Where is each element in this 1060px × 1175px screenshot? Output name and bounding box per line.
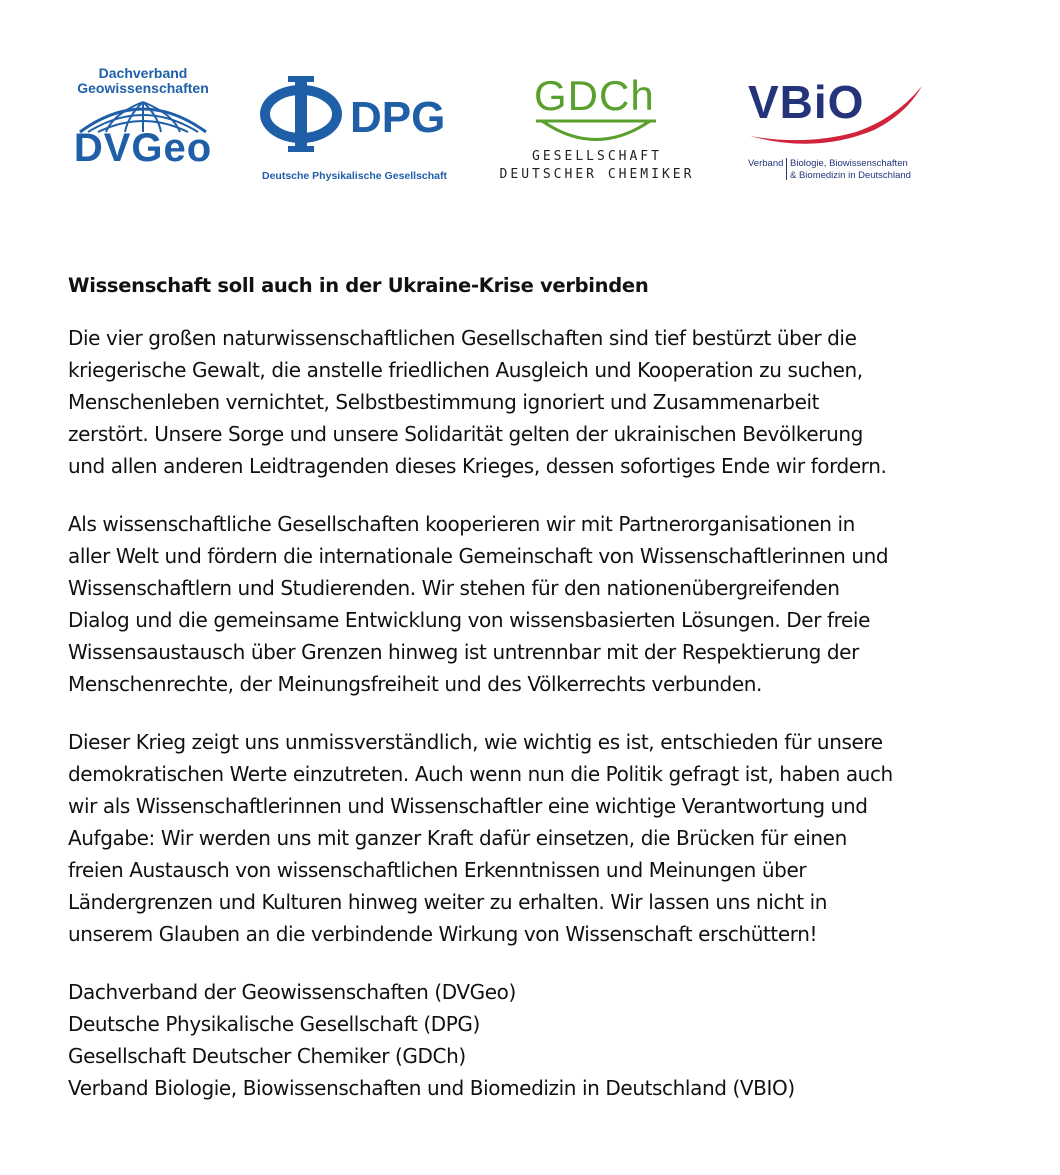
dvgeo-logo [68, 64, 218, 174]
paragraph-1 [68, 322, 988, 482]
paragraph-line: kriegerische Gewalt, die anstelle friedlichen Ausgleich und Kooperation zu suchen, [68, 358, 863, 382]
logo-row [0, 58, 1060, 198]
swoosh-icon [746, 74, 936, 154]
paragraph-line: demokratischen Werte einzutreten. Auch wenn nun die Politik gefragt ist, haben auch [68, 762, 893, 786]
paragraph-line: Die vier großen naturwissenschaftlichen Gesellschaften sind tief bestürzt über die [68, 326, 857, 350]
gdch-line1: GESELLSCHAFT [532, 149, 662, 164]
paragraph-line: Menschenleben vernichtet, Selbstbestimmung ignoriert und Zusammenarbeit [68, 390, 820, 414]
gdch-line2: DEUTSCHER CHEMIKER [499, 167, 695, 182]
signatory-list [68, 976, 988, 1104]
vbio-separator [786, 158, 787, 180]
paragraph-line: Als wissenschaftliche Gesellschaften kooperieren wir mit Partnerorganisationen in [68, 512, 855, 536]
paragraph-line: aller Welt und fördern die internationale Gemeinschaft von Wissenschaftlerinnen und [68, 544, 889, 568]
dvgeo-line2: Geowissenschaften [77, 80, 209, 96]
paragraph-line: unserem Glauben an die verbindende Wirkung von Wissenschaft erschüttern! [68, 922, 818, 946]
dpg-subtitle: Deutsche Physikalische Gesellschaft [262, 170, 448, 182]
statement-title: Wissenschaft soll auch in der Ukraine-Krise verbinden [68, 274, 649, 297]
dvgeo-line1: Dachverband [98, 65, 188, 81]
vbio-logo [746, 74, 936, 194]
flask-bowl-icon [534, 118, 658, 144]
signatory-gdch: Gesellschaft Deutscher Chemiker (GDCh) [68, 1044, 466, 1068]
paragraph-line: Dieser Krieg zeigt uns unmissverständlich, wie wichtig es ist, entschieden für unsere [68, 730, 883, 754]
signatory-vbio: Verband Biologie, Biowissenschaften und Biomedizin in Deutschland (VBIO) [68, 1076, 795, 1100]
dpg-wordmark: DPG [350, 93, 446, 142]
signatory-dpg: Deutsche Physikalische Gesellschaft (DPG) [68, 1012, 480, 1036]
paragraph-line: Aufgabe: Wir werden uns mit ganzer Kraft dafür einsetzen, die Brücken für einen [68, 826, 847, 850]
paragraph-line: Wissensaustausch über Grenzen hinweg ist untrennbar mit der Respektierung der [68, 640, 859, 664]
paragraph-line: freien Austausch von wissenschaftlichen Erkenntnissen und Meinungen über [68, 858, 807, 882]
gdch-logo [484, 74, 710, 194]
paragraph-3 [68, 726, 988, 950]
paragraph-line: Menschenrechte, der Meinungsfreiheit und des Völkerrechts verbunden. [68, 672, 762, 696]
vbio-line2: & Biomedizin in Deutschland [790, 170, 911, 181]
signatory-dvgeo: Dachverband der Geowissenschaften (DVGeo) [68, 980, 516, 1004]
paragraph-2 [68, 508, 988, 700]
paragraph-line: zerstört. Unsere Sorge und unsere Solidarität gelten der ukrainischen Bevölkerung [68, 422, 863, 446]
vbio-wordmark: VBiO [748, 76, 865, 128]
paragraph-line: wir als Wissenschaftlerinnen und Wissenschaftler eine wichtige Verantwortung und [68, 794, 868, 818]
paragraph-line: Wissenschaftlern und Studierenden. Wir stehen für den nationenübergreifenden [68, 576, 840, 600]
statement-body [68, 270, 988, 1104]
vbio-label: Verband [748, 158, 784, 169]
dpg-logo [258, 74, 458, 184]
gdch-wordmark: GDCh [534, 72, 655, 119]
paragraph-line: Dialog und die gemeinsame Entwicklung von wissensbasierten Lösungen. Der freie [68, 608, 870, 632]
paragraph-line: Ländergrenzen und Kulturen hinweg weiter zu erhalten. Wir lassen uns nicht in [68, 890, 828, 914]
phi-icon [258, 74, 348, 164]
dvgeo-wordmark: DVGeo [73, 126, 213, 170]
vbio-line1: Biologie, Biowissenschaften [790, 158, 908, 169]
paragraph-line: und allen anderen Leidtragenden dieses Krieges, dessen sofortiges Ende wir fordern. [68, 454, 887, 478]
